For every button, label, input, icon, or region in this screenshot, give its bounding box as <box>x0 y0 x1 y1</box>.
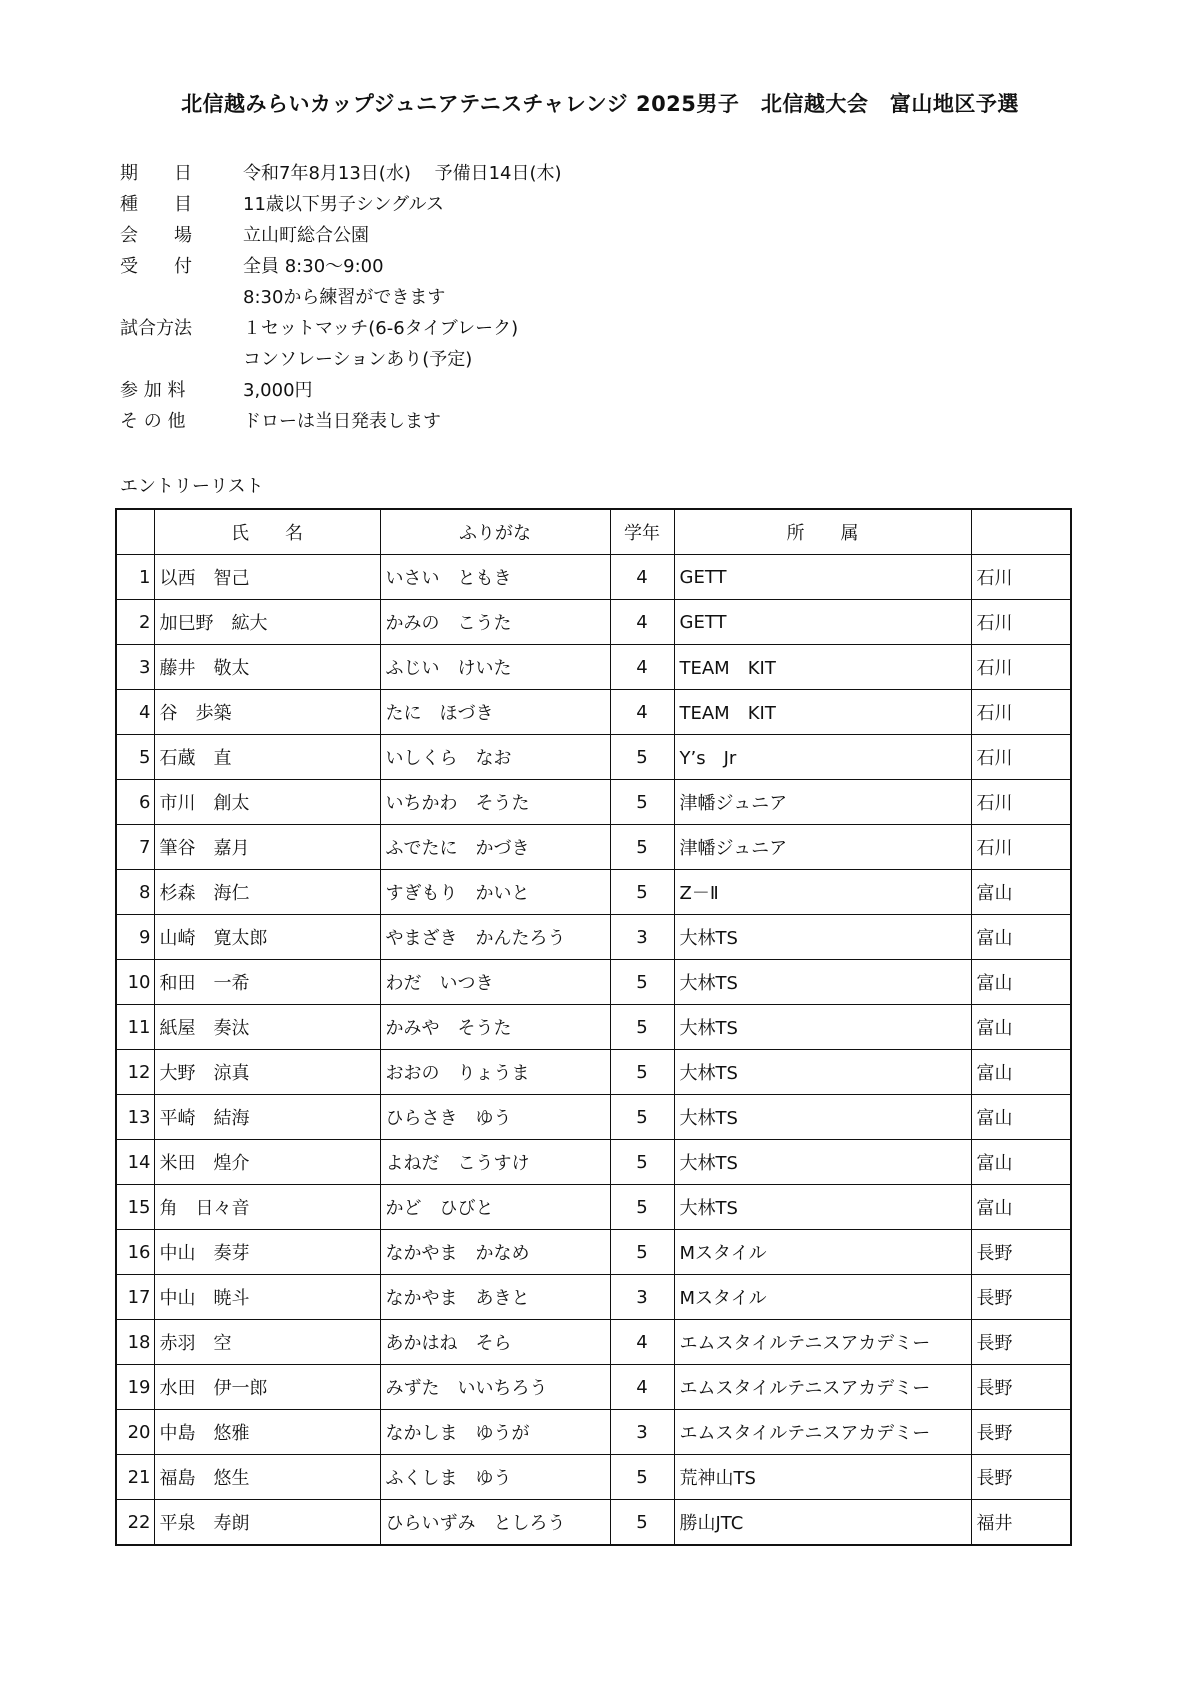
player-name: 紙屋 奏汰 <box>154 1005 380 1050</box>
table-row <box>116 1095 1071 1140</box>
player-grade: 5 <box>610 1455 674 1500</box>
table-row <box>116 1230 1071 1275</box>
player-name: 加巳野 絋大 <box>154 600 380 645</box>
info-value: 立山町総合公園 <box>243 225 369 246</box>
info-row <box>120 344 1020 375</box>
info-row <box>120 375 1020 406</box>
table-row <box>116 1140 1071 1185</box>
entry-number: 14 <box>116 1140 154 1185</box>
table-row <box>116 1500 1071 1546</box>
player-grade: 4 <box>610 555 674 600</box>
player-grade: 3 <box>610 1275 674 1320</box>
player-name: 筆谷 嘉月 <box>154 825 380 870</box>
player-prefecture: 富山 <box>971 915 1071 960</box>
entry-number: 17 <box>116 1275 154 1320</box>
player-grade: 4 <box>610 645 674 690</box>
table-row <box>116 1455 1071 1500</box>
table-row <box>116 825 1071 870</box>
player-prefecture: 石川 <box>971 690 1071 735</box>
player-affiliation: 大林TS <box>674 1140 971 1185</box>
entry-number: 4 <box>116 690 154 735</box>
player-affiliation: GETT <box>674 600 971 645</box>
info-label: 参 加 料 <box>120 380 186 401</box>
entry-number: 15 <box>116 1185 154 1230</box>
info-value: 11歳以下男子シングルス <box>243 194 445 215</box>
entry-list-heading: エントリーリスト <box>120 476 264 497</box>
player-prefecture: 石川 <box>971 555 1071 600</box>
table-row <box>116 600 1071 645</box>
info-label: 受 付 <box>120 256 192 277</box>
player-name: 平泉 寿朗 <box>154 1500 380 1546</box>
info-value: 全員 8:30～9:00 <box>243 256 384 277</box>
player-affiliation: 勝山JTC <box>674 1500 971 1546</box>
entry-number: 22 <box>116 1500 154 1546</box>
player-prefecture: 富山 <box>971 1140 1071 1185</box>
player-name: 中山 暁斗 <box>154 1275 380 1320</box>
entry-number: 6 <box>116 780 154 825</box>
entry-number: 20 <box>116 1410 154 1455</box>
player-name: 水田 伊一郎 <box>154 1365 380 1410</box>
entry-number: 16 <box>116 1230 154 1275</box>
player-affiliation: Y’s Jr <box>674 735 971 780</box>
entry-number: 2 <box>116 600 154 645</box>
table-row <box>116 1185 1071 1230</box>
header-affiliation: 所 属 <box>674 509 971 555</box>
info-value: コンソレーションあり(予定) <box>243 349 473 370</box>
player-furigana: みずた いいちろう <box>380 1365 610 1410</box>
table-header-row <box>116 509 1071 555</box>
player-furigana: よねだ こうすけ <box>380 1140 610 1185</box>
player-furigana: いしくら なお <box>380 735 610 780</box>
player-name: 角 日々音 <box>154 1185 380 1230</box>
player-name: 杉森 海仁 <box>154 870 380 915</box>
entry-number: 5 <box>116 735 154 780</box>
player-prefecture: 石川 <box>971 735 1071 780</box>
player-prefecture: 富山 <box>971 1185 1071 1230</box>
info-value: １セットマッチ(6-6タイブレーク) <box>243 318 519 339</box>
player-name: 平崎 結海 <box>154 1095 380 1140</box>
player-grade: 5 <box>610 735 674 780</box>
player-name: 赤羽 空 <box>154 1320 380 1365</box>
player-grade: 4 <box>610 1320 674 1365</box>
player-grade: 5 <box>610 1095 674 1140</box>
player-furigana: わだ いつき <box>380 960 610 1005</box>
player-name: 大野 涼真 <box>154 1050 380 1095</box>
page-title: 北信越みらいカップジュニアテニスチャレンジ 2025男子 北信越大会 富山地区予選 <box>181 92 1019 116</box>
player-furigana: かみの こうた <box>380 600 610 645</box>
info-label: 試合方法 <box>120 318 192 339</box>
player-name: 和田 一希 <box>154 960 380 1005</box>
info-label: そ の 他 <box>120 411 186 432</box>
event-info <box>120 158 1020 437</box>
player-affiliation: 大林TS <box>674 1050 971 1095</box>
player-affiliation: 津幡ジュニア <box>674 825 971 870</box>
player-name: 以西 智己 <box>154 555 380 600</box>
player-furigana: いちかわ そうた <box>380 780 610 825</box>
player-affiliation: Mスタイル <box>674 1230 971 1275</box>
player-prefecture: 長野 <box>971 1455 1071 1500</box>
player-affiliation: Z－Ⅱ <box>674 870 971 915</box>
info-value: ドローは当日発表します <box>243 411 441 432</box>
info-row <box>120 251 1020 282</box>
info-value: 8:30から練習ができます <box>243 287 446 308</box>
player-grade: 5 <box>610 825 674 870</box>
player-grade: 4 <box>610 690 674 735</box>
player-grade: 3 <box>610 915 674 960</box>
table-row <box>116 1410 1071 1455</box>
header-name: 氏 名 <box>154 509 380 555</box>
table-row <box>116 1050 1071 1095</box>
player-name: 市川 創太 <box>154 780 380 825</box>
player-prefecture: 長野 <box>971 1320 1071 1365</box>
header-furigana: ふりがな <box>380 509 610 555</box>
info-row <box>120 220 1020 251</box>
player-affiliation: Mスタイル <box>674 1275 971 1320</box>
entry-number: 10 <box>116 960 154 1005</box>
info-row <box>120 313 1020 344</box>
entry-number: 8 <box>116 870 154 915</box>
info-row <box>120 158 1020 189</box>
table-row <box>116 690 1071 735</box>
player-furigana: ひらいずみ としろう <box>380 1500 610 1546</box>
header-grade: 学年 <box>610 509 674 555</box>
player-affiliation: 大林TS <box>674 1185 971 1230</box>
player-furigana: ふじい けいた <box>380 645 610 690</box>
header-number <box>116 509 154 555</box>
player-affiliation: TEAM KIT <box>674 690 971 735</box>
info-value: 令和7年8月13日(水) 予備日14日(木) <box>243 163 562 184</box>
player-prefecture: 石川 <box>971 780 1071 825</box>
table-row <box>116 555 1071 600</box>
player-grade: 5 <box>610 1500 674 1546</box>
player-furigana: かみや そうた <box>380 1005 610 1050</box>
player-affiliation: 津幡ジュニア <box>674 780 971 825</box>
player-name: 藤井 敬太 <box>154 645 380 690</box>
player-prefecture: 富山 <box>971 1050 1071 1095</box>
player-affiliation: 荒神山TS <box>674 1455 971 1500</box>
player-prefecture: 富山 <box>971 960 1071 1005</box>
player-grade: 5 <box>610 960 674 1005</box>
entry-number: 3 <box>116 645 154 690</box>
player-name: 山崎 寛太郎 <box>154 915 380 960</box>
player-furigana: なかしま ゆうが <box>380 1410 610 1455</box>
player-name: 米田 煌介 <box>154 1140 380 1185</box>
info-label <box>120 344 243 375</box>
player-grade: 4 <box>610 1365 674 1410</box>
player-prefecture: 石川 <box>971 600 1071 645</box>
player-name: 中島 悠雅 <box>154 1410 380 1455</box>
table-row <box>116 870 1071 915</box>
player-furigana: なかやま あきと <box>380 1275 610 1320</box>
table-row <box>116 645 1071 690</box>
table-row <box>116 960 1071 1005</box>
player-furigana: たに ほづき <box>380 690 610 735</box>
player-affiliation: 大林TS <box>674 915 971 960</box>
info-value: 3,000円 <box>243 380 313 401</box>
player-grade: 5 <box>610 1230 674 1275</box>
player-prefecture: 富山 <box>971 1095 1071 1140</box>
player-furigana: やまざき かんたろう <box>380 915 610 960</box>
player-affiliation: エムスタイルテニスアカデミー <box>674 1320 971 1365</box>
player-grade: 5 <box>610 780 674 825</box>
player-prefecture: 福井 <box>971 1500 1071 1546</box>
player-affiliation: 大林TS <box>674 960 971 1005</box>
table-row <box>116 915 1071 960</box>
player-furigana: ふでたに かづき <box>380 825 610 870</box>
entry-number: 9 <box>116 915 154 960</box>
player-affiliation: エムスタイルテニスアカデミー <box>674 1410 971 1455</box>
table-row <box>116 1005 1071 1050</box>
entry-number: 12 <box>116 1050 154 1095</box>
player-furigana: すぎもり かいと <box>380 870 610 915</box>
player-prefecture: 石川 <box>971 825 1071 870</box>
entry-number: 1 <box>116 555 154 600</box>
info-row <box>120 406 1020 437</box>
entry-number: 7 <box>116 825 154 870</box>
player-affiliation: GETT <box>674 555 971 600</box>
table-body <box>116 555 1071 1546</box>
player-furigana: ふくしま ゆう <box>380 1455 610 1500</box>
table-row <box>116 735 1071 780</box>
player-furigana: なかやま かなめ <box>380 1230 610 1275</box>
info-row <box>120 189 1020 220</box>
player-furigana: ひらさき ゆう <box>380 1095 610 1140</box>
info-label <box>120 282 243 313</box>
player-prefecture: 長野 <box>971 1410 1071 1455</box>
player-prefecture: 長野 <box>971 1365 1071 1410</box>
player-prefecture: 富山 <box>971 870 1071 915</box>
info-label: 会 場 <box>120 225 192 246</box>
player-name: 福島 悠生 <box>154 1455 380 1500</box>
entry-number: 18 <box>116 1320 154 1365</box>
player-affiliation: 大林TS <box>674 1095 971 1140</box>
player-grade: 4 <box>610 600 674 645</box>
table-row <box>116 1320 1071 1365</box>
player-prefecture: 長野 <box>971 1230 1071 1275</box>
entry-table <box>115 508 1072 1546</box>
player-name: 中山 奏芽 <box>154 1230 380 1275</box>
player-grade: 5 <box>610 1050 674 1095</box>
player-prefecture: 長野 <box>971 1275 1071 1320</box>
entry-number: 21 <box>116 1455 154 1500</box>
player-name: 谷 歩築 <box>154 690 380 735</box>
player-prefecture: 富山 <box>971 1005 1071 1050</box>
player-furigana: いさい ともき <box>380 555 610 600</box>
player-furigana: おおの りょうま <box>380 1050 610 1095</box>
entry-number: 11 <box>116 1005 154 1050</box>
player-name: 石蔵 直 <box>154 735 380 780</box>
player-affiliation: TEAM KIT <box>674 645 971 690</box>
player-grade: 5 <box>610 870 674 915</box>
player-furigana: かど ひびと <box>380 1185 610 1230</box>
table-row <box>116 780 1071 825</box>
player-affiliation: エムスタイルテニスアカデミー <box>674 1365 971 1410</box>
player-grade: 5 <box>610 1185 674 1230</box>
table-row <box>116 1365 1071 1410</box>
player-affiliation: 大林TS <box>674 1005 971 1050</box>
player-grade: 5 <box>610 1005 674 1050</box>
player-grade: 5 <box>610 1140 674 1185</box>
entry-number: 19 <box>116 1365 154 1410</box>
header-prefecture <box>971 509 1071 555</box>
player-grade: 3 <box>610 1410 674 1455</box>
entry-number: 13 <box>116 1095 154 1140</box>
info-label: 種 目 <box>120 194 192 215</box>
player-prefecture: 石川 <box>971 645 1071 690</box>
player-furigana: あかはね そら <box>380 1320 610 1365</box>
info-label: 期 日 <box>120 163 192 184</box>
table-row <box>116 1275 1071 1320</box>
info-row <box>120 282 1020 313</box>
